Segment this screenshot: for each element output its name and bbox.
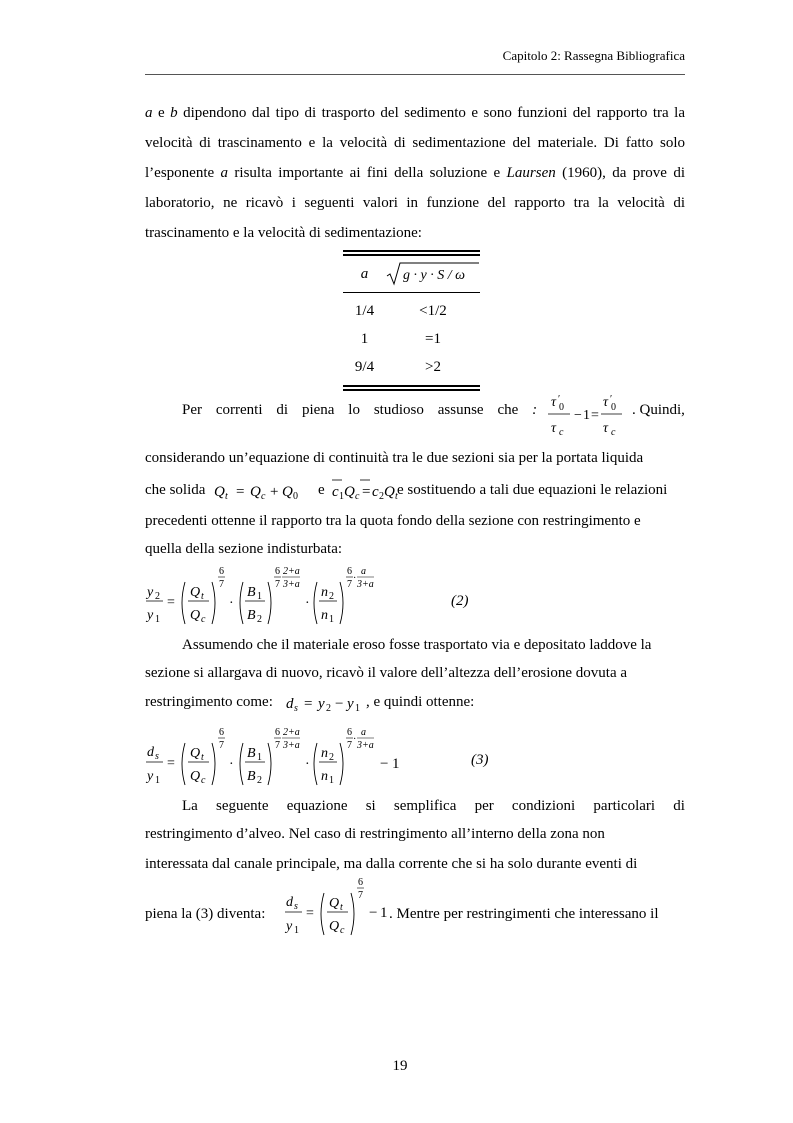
y: y (147, 585, 154, 600)
exp-2a: 2+a (283, 566, 300, 577)
n: n (321, 608, 328, 623)
y: y (318, 696, 325, 712)
y: y (147, 769, 154, 784)
exp6: 6 (347, 727, 352, 738)
exp7: 7 (358, 890, 363, 901)
sub-1: 1 (339, 491, 344, 502)
sub2: 2 (326, 703, 331, 714)
equation-2 (145, 563, 395, 627)
B: B (247, 746, 256, 761)
cdot: · (229, 596, 234, 611)
table-bottom-rule (343, 385, 480, 391)
word: lo (348, 402, 360, 418)
sub-t: t (395, 491, 398, 502)
taucb: τ (603, 421, 609, 436)
eq: = (167, 756, 175, 771)
exp7: 7 (219, 579, 224, 590)
author-laursen: Laursen (506, 165, 556, 181)
p2-line3-start: che solida (145, 482, 206, 498)
one: 1 (392, 756, 400, 772)
B: B (247, 769, 256, 784)
var-a: a (145, 105, 153, 121)
sub1: 1 (257, 591, 262, 602)
sqrt-symbol (386, 261, 480, 287)
sub2: 2 (155, 591, 160, 602)
paragraph-2-line-2: considerando un’equazione di continuità tra le due sezioni sia per la portata liquida (145, 450, 644, 466)
tauc: τ (551, 421, 557, 436)
tau0: τ (551, 395, 557, 410)
minus: − (369, 905, 378, 921)
sub1: 1 (355, 703, 360, 714)
prime: ′ (558, 394, 561, 405)
sub1: 1 (155, 775, 160, 786)
p3-line3-end: , e quindi ottenne: (366, 694, 475, 710)
exp-a: a (361, 727, 366, 738)
Q: Q (250, 484, 261, 500)
page-header: Capitolo 2: Rassegna Bibliografica (502, 48, 685, 63)
p2-line3-mid: e (318, 482, 325, 498)
subc: c (611, 427, 616, 438)
eq: = (362, 484, 371, 500)
exp7: 7 (275, 579, 280, 590)
word: che (497, 402, 519, 418)
exp7: 7 (219, 740, 224, 751)
equation-reduced (284, 876, 394, 940)
page-number: 19 (392, 1058, 408, 1074)
word: semplifica (393, 798, 457, 814)
prime: ′ (610, 394, 613, 405)
word: condizioni (511, 798, 576, 814)
exp6: 6 (358, 877, 363, 888)
sub1: 1 (294, 925, 299, 936)
cdot: · (353, 734, 357, 745)
y: y (347, 696, 354, 712)
sub1: 1 (257, 752, 262, 763)
word: assunse (437, 402, 484, 418)
sub-s: s (294, 901, 298, 912)
eq: = (306, 906, 314, 921)
B: B (247, 608, 256, 623)
Q: Q (190, 608, 201, 623)
equation-3-number: (3) (471, 752, 489, 768)
sub2: 2 (329, 591, 334, 602)
paragraph-4-line-2: restringimento d’alveo. Nel caso di restringimento all’interno della zona non (145, 826, 605, 842)
Q: Q (329, 896, 340, 911)
sub2: 2 (257, 614, 262, 625)
sub-c: c (201, 775, 206, 786)
continuity-eq-2 (314, 476, 398, 502)
cell-ratio: >2 (425, 358, 441, 375)
c2: c (372, 484, 379, 500)
word: equazione (286, 798, 348, 814)
sub-t: t (201, 752, 204, 763)
sub-t: t (225, 491, 228, 502)
word: di (276, 402, 289, 418)
eq: = (304, 696, 313, 712)
table-row (343, 353, 480, 381)
sub-s: s (294, 703, 298, 714)
paragraph-2-line-4: precedenti ottenne il rapporto tra la quota fondo della sezione con restringimento e (145, 513, 641, 529)
equation-3 (145, 726, 415, 790)
d: d (147, 745, 154, 760)
p4-line4-start: piena la (3) diventa: (145, 906, 266, 922)
B: B (247, 585, 256, 600)
minus: − (380, 756, 389, 772)
one: 1 (380, 905, 388, 921)
p1-text3: (1960), da prove di laboratorio, ne ricavò i seguenti valori in funzione del rapporto tra la velocità di trascinamento e la velocità di sedimentazione: (145, 165, 685, 241)
colon: : (532, 402, 538, 418)
subc: c (559, 427, 564, 438)
one: 1 (583, 408, 590, 423)
sub-c: c (355, 491, 360, 502)
Q: Q (282, 484, 293, 500)
exp7: 7 (347, 740, 352, 751)
word: piena (301, 402, 335, 418)
paragraph-4-line-1 (182, 798, 685, 815)
Q: Q (344, 484, 355, 500)
y: y (286, 919, 293, 934)
table-header-a: a (360, 265, 369, 282)
word: di (673, 798, 685, 814)
n: n (321, 585, 328, 600)
paragraph-4-line-3: interessata dal canale principale, ma dalla corrente che si ha solo durante eventi di (145, 856, 638, 872)
c1: c (332, 484, 339, 500)
paragraph-3-line-1: Assumendo che il materiale eroso fosse trasportato via e depositato laddove la (182, 637, 652, 653)
sub2: 2 (329, 752, 334, 763)
sub-t: t (340, 902, 343, 913)
sub0: 0 (611, 402, 616, 413)
cdot: · (353, 573, 357, 584)
d: d (286, 895, 293, 910)
equation-2-number: (2) (451, 593, 469, 609)
exp6: 6 (275, 566, 280, 577)
Q: Q (214, 484, 225, 500)
word: si (365, 798, 376, 814)
word: per (474, 798, 494, 814)
sub-c: c (261, 491, 266, 502)
exp6: 6 (219, 566, 224, 577)
tau-equation (546, 394, 626, 436)
eq: = (167, 595, 175, 610)
Q: Q (384, 484, 395, 500)
plus: + (270, 484, 279, 500)
sub0: 0 (559, 402, 564, 413)
paragraph-1 (145, 98, 685, 248)
exp-a: a (361, 566, 366, 577)
word: correnti (215, 402, 263, 418)
p1-text1: dipendono dal tipo di trasporto del sedimento e sono funzioni del rapporto tra la velocità di trascinamento e la velocità di sedimentazione del materiale. Di fatto solo l’esponente (145, 105, 685, 181)
table-header (343, 256, 480, 292)
cdot: · (305, 596, 310, 611)
Q: Q (329, 919, 340, 934)
Q: Q (190, 746, 201, 761)
var-a2: a (220, 165, 229, 181)
y: y (147, 608, 154, 623)
exp6: 6 (275, 727, 280, 738)
cdot: · (229, 757, 234, 772)
sub-s: s (155, 751, 159, 762)
conj: e (152, 105, 171, 121)
exponent-table (343, 250, 480, 391)
Q: Q (190, 769, 201, 784)
cell-ratio: <1/2 (419, 302, 447, 319)
word: seguente (216, 798, 269, 814)
p1-text2: risulta importante ai fini della soluzione e (228, 165, 507, 181)
equals: = (591, 408, 599, 423)
sub-0: 0 (293, 491, 298, 502)
exp-3a: 3+a (357, 579, 374, 590)
sub-c: c (340, 925, 345, 936)
cell-a: 9/4 (354, 358, 375, 375)
header-rule (145, 74, 685, 75)
Q: Q (190, 585, 201, 600)
word: studioso (373, 402, 424, 418)
sub-c: c (201, 614, 206, 625)
paragraph-2-line-5: quella della sezione indisturbata: (145, 541, 343, 557)
p4-line4-end: . Mentre per restringimenti che interessano il (389, 906, 659, 922)
cdot: · (305, 757, 310, 772)
exp6: 6 (219, 727, 224, 738)
exp-3a: 3+a (357, 740, 374, 751)
word: particolari (593, 798, 656, 814)
sub2: 2 (257, 775, 262, 786)
cell-a: 1 (360, 330, 369, 347)
p3-line3-start: restringimento come: (145, 694, 273, 710)
paragraph-3-line-2: sezione si allargava di nuovo, ricavò il valore dell’altezza dell’erosione dovuta a (145, 665, 628, 681)
exp7: 7 (347, 579, 352, 590)
minus: − (574, 408, 582, 423)
exp7: 7 (275, 740, 280, 751)
n: n (321, 769, 328, 784)
sub-t: t (201, 591, 204, 602)
ratio-expression: g · y · S / ω (403, 268, 465, 283)
word: La (182, 798, 198, 814)
sub1: 1 (329, 614, 334, 625)
table-row (343, 325, 480, 353)
word: . Quindi, (632, 402, 685, 418)
exp-3a: 3+a (283, 579, 300, 590)
tau0b: τ (603, 395, 609, 410)
d: d (286, 696, 294, 712)
p2-line3-end: e sostituendo a tali due equazioni le relazioni (397, 482, 668, 498)
sub-2: 2 (379, 491, 384, 502)
eq: = (236, 484, 245, 500)
var-b: b (170, 105, 178, 121)
table-header-ratio (386, 261, 480, 287)
cell-a: 1/4 (354, 302, 375, 319)
n: n (321, 746, 328, 761)
continuity-eq-1 (214, 478, 314, 502)
exp-2a: 2+a (283, 727, 300, 738)
table-row (343, 297, 480, 325)
exp6: 6 (347, 566, 352, 577)
minus: − (335, 696, 344, 712)
exp-3a: 3+a (283, 740, 300, 751)
cell-ratio: =1 (425, 330, 441, 347)
sub1: 1 (329, 775, 334, 786)
sub1: 1 (155, 614, 160, 625)
word: Per (182, 402, 202, 418)
